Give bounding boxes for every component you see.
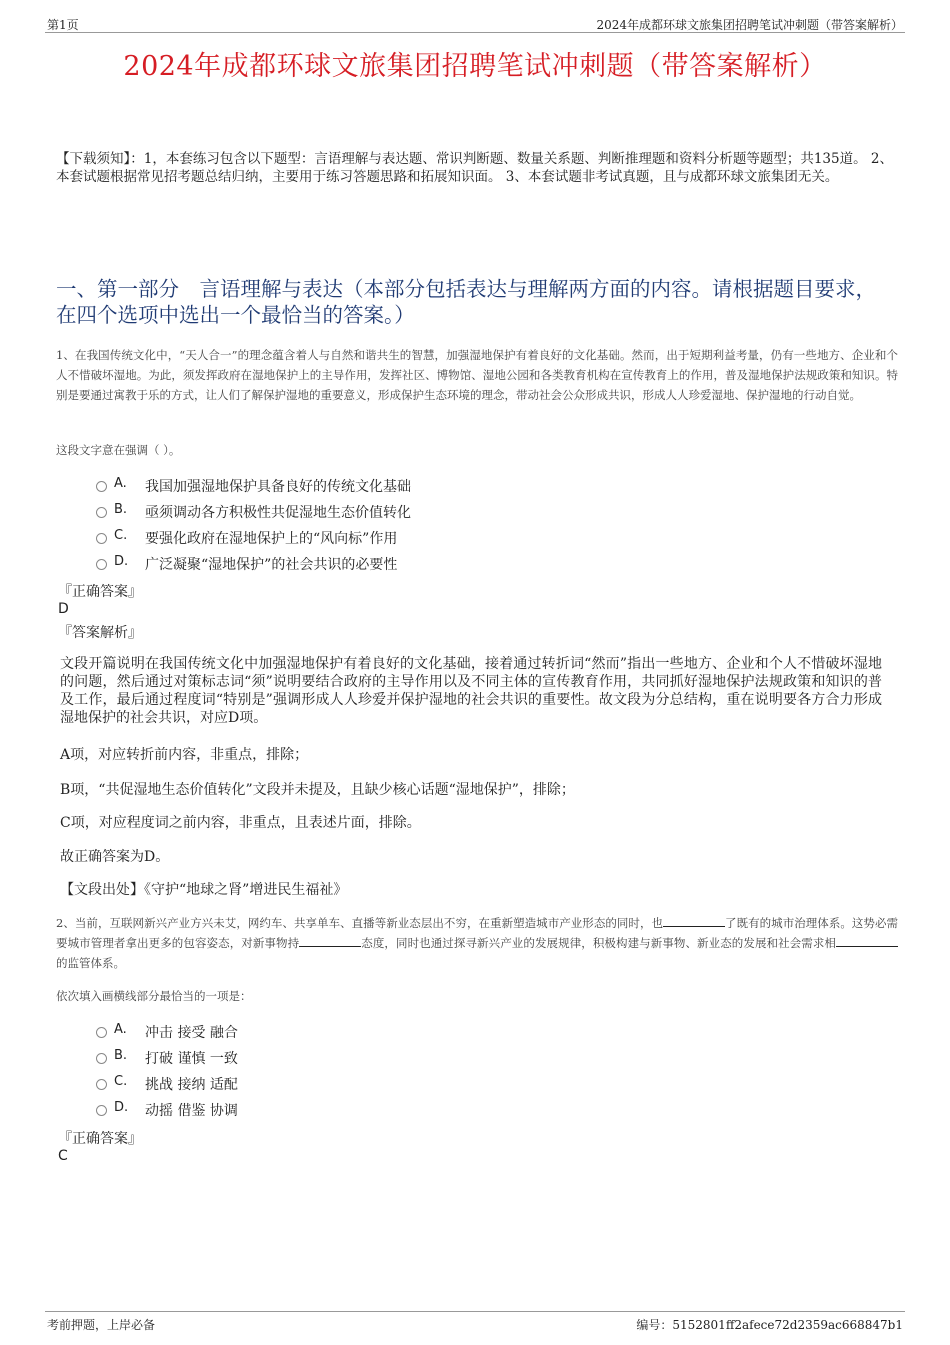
fill-blank[interactable] [836, 934, 898, 947]
q2-passage-part: 了既有的城市治理体系。这势必需要城市管理者拿出更多的包容姿态，对新事物持 [56, 916, 898, 950]
option-letter: D. [114, 554, 129, 569]
q1-analysis: 文段开篇说明在我国传统文化中加强湿地保护有着良好的文化基础，接着通过转折词“然而”指出一些地方、企业和个人不惜破坏湿地的问题，然后通过对策标志词“须”说明要结合政府的主导作用以及不同主体的宣传教育作用，共同抓好湿地保护法规政策和知识的普及工作，最后通过程度词“特别是”强调形成人人珍爱并保护湿地的社会共识的重要性。故文段为分总结构，重在说明要各方合力形成湿地保护的社会共识，对应D项。 [60, 656, 882, 726]
option-text: 冲击 接受 融合 [145, 1025, 238, 1041]
q1-note-b: B项，“共促湿地生态价值转化”文段并未提及，且缺少核心话题“湿地保护”，排除； [60, 782, 575, 798]
q2-passage-part: 态度，同时也通过探寻新兴产业的发展规律，积极构建与新事物、新业态的发展和社会需求相 [361, 936, 837, 950]
header-doc-title: 2024年成都环球文旅集团招聘笔试冲刺题（带答案解析） [596, 18, 903, 32]
option-letter: B. [114, 502, 128, 517]
q2-answer: C [58, 1148, 68, 1164]
page-footer [45, 1311, 905, 1332]
fill-blank[interactable] [663, 914, 725, 927]
page-number: 第1页 [47, 18, 79, 32]
radio-icon[interactable] [96, 1027, 107, 1038]
option-letter: B. [114, 1048, 128, 1063]
option-letter: D. [114, 1100, 129, 1115]
q1-passage: 1、在我国传统文化中，“天人合一”的理念蕴含着人与自然和谐共生的智慧，加强湿地保护有着良好的文化基础。然而，出于短期利益考量，仍有一些地方、企业和个人不惜破坏湿地。为此，须发挥政府在湿地保护上的主导作用，发挥社区、博物馆、湿地公园和各类教育机构在宣传教育上的作用，普及湿地保护法规政策和知识。特别是要通过寓教于乐的方式，让人们了解保护湿地的重要意义，形成保护生态环境的理念，带动社会公众形成共识，形成人人珍爱湿地、保护湿地的行动自觉。 [56, 348, 898, 402]
radio-icon[interactable] [96, 1105, 107, 1116]
q2-passage-part: 2、当前，互联网新兴产业方兴未艾，网约车、共享单车、直播等新业态层出不穷，在重新塑造城市产业形态的同时，也 [56, 916, 664, 930]
radio-icon[interactable] [96, 481, 107, 492]
radio-icon[interactable] [96, 507, 107, 518]
q2-stem: 依次填入画横线部分最恰当的一项是： [56, 989, 252, 1003]
q1-answer-label: 『正确答案』 [58, 584, 142, 600]
download-notice: 【下载须知】：1，本套练习包含以下题型：言语理解与表达题、常识判断题、数量关系题、判断推理题和资料分析题等题型；共135道。 2、本套试题根据常见招考题总结归纳，主要用于练习答题思路和拓展知识面。 3、本套试题非考试真题，且与成都环球文旅集团无关。 [56, 151, 893, 185]
option-letter: A. [114, 476, 127, 491]
q1-note-a: A项，对应转折前内容，非重点，排除； [60, 747, 309, 763]
q1-note-c: C项，对应程度词之前内容，非重点，且表述片面，排除。 [60, 815, 421, 831]
option-text: 动摇 借鉴 协调 [145, 1103, 238, 1119]
radio-icon[interactable] [96, 1079, 107, 1090]
q2-answer-label: 『正确答案』 [58, 1131, 142, 1147]
q1-answer: D [58, 601, 69, 617]
footer-doc-id: 编号：5152801ff2afece72d2359ac668847b1 [636, 1318, 903, 1332]
page-header [45, 14, 905, 33]
fill-blank[interactable] [299, 934, 361, 947]
option-text: 广泛凝聚“湿地保护”的社会共识的必要性 [145, 557, 398, 573]
radio-icon[interactable] [96, 1053, 107, 1064]
q2-passage-part: 的监管体系。 [56, 956, 125, 970]
option-text: 要强化政府在湿地保护上的“风向标”作用 [145, 531, 398, 547]
q1-conclusion: 故正确答案为D。 [60, 849, 170, 865]
q1-source: 【文段出处】《守护“地球之肾”增进民生福祉》 [60, 882, 348, 898]
option-text: 挑战 接纳 适配 [145, 1077, 238, 1093]
radio-icon[interactable] [96, 533, 107, 544]
option-text: 我国加强湿地保护具备良好的传统文化基础 [145, 479, 411, 495]
q1-analysis-label: 『答案解析』 [58, 625, 142, 641]
footer-slogan: 考前押题，上岸必备 [47, 1318, 156, 1332]
option-text: 打破 谨慎 一致 [145, 1051, 238, 1067]
option-letter: A. [114, 1022, 127, 1037]
option-letter: C. [114, 1074, 128, 1089]
option-letter: C. [114, 528, 128, 543]
q1-stem: 这段文字意在强调（ ）。 [56, 443, 181, 457]
document-title: 2024年成都环球文旅集团招聘笔试冲刺题（带答案解析） [123, 51, 827, 82]
q2-passage [56, 913, 898, 973]
radio-icon[interactable] [96, 559, 107, 570]
option-text: 亟须调动各方积极性共促湿地生态价值转化 [145, 505, 411, 521]
section-heading: 一、第一部分 言语理解与表达（本部分包括表达与理解两方面的内容。请根据题目要求，在四个选项中选出一个最恰当的答案。） [56, 277, 876, 327]
